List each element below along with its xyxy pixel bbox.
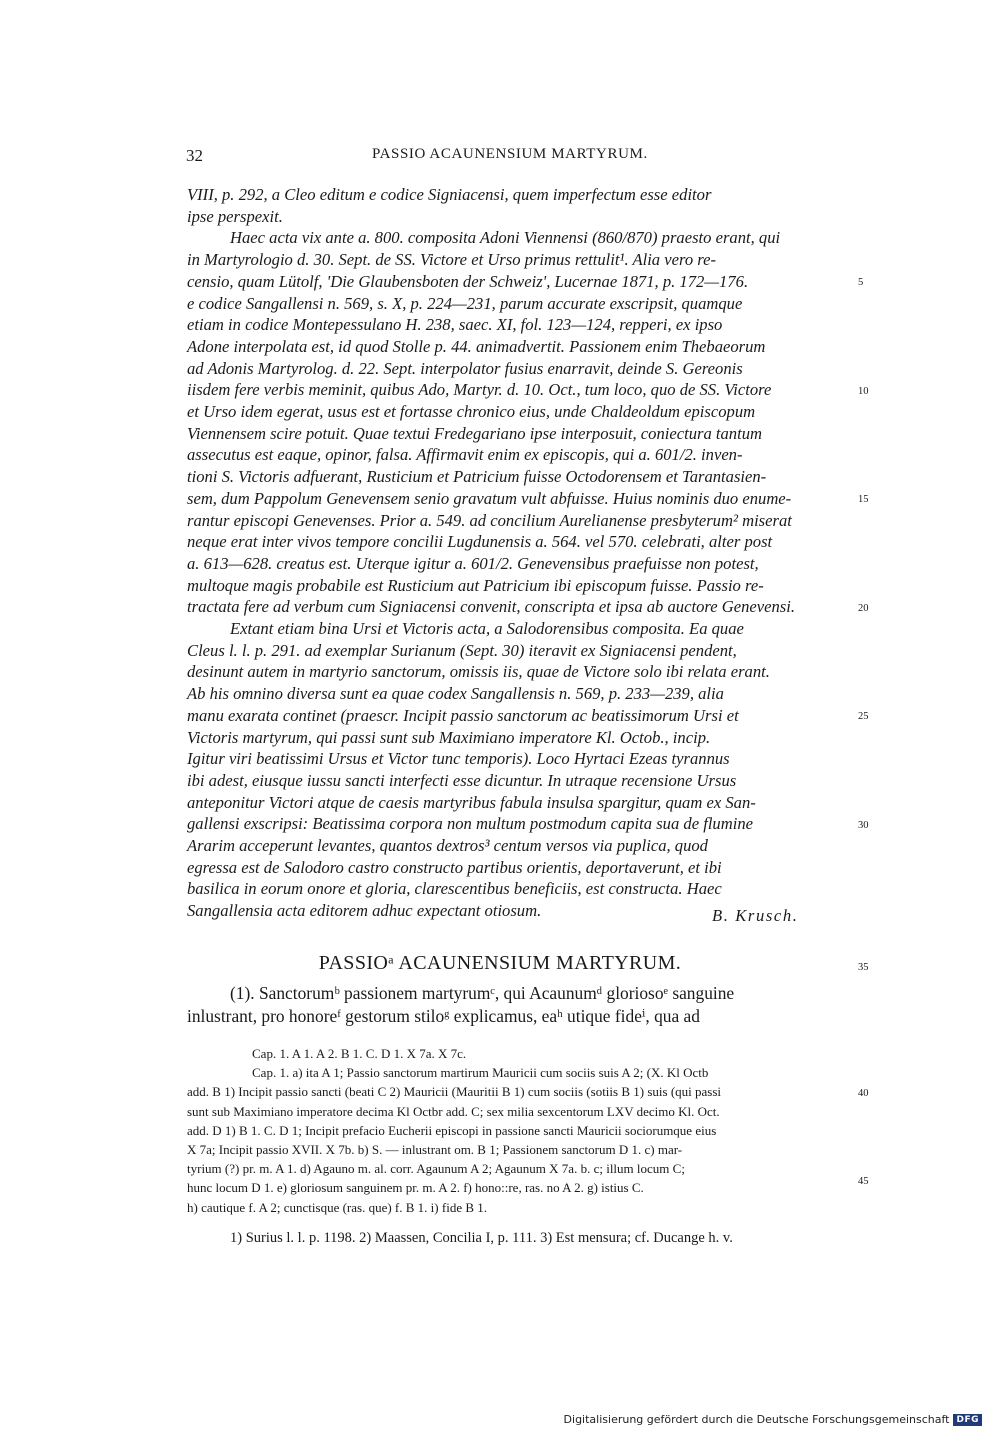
credit-text: Digitalisierung gefördert durch die Deutsche Forschungsgemeinschaft xyxy=(563,1413,950,1426)
text-line: censio, quam Lütolf, 'Die Glaubensboten der Schweiz', Lucernae 1871, p. 172—176. xyxy=(187,271,749,291)
text-line: rantur episcopi Genevenses. Prior a. 549. ad concilium Aurelianense presbyterum² miserat xyxy=(187,510,792,530)
line-number: 30 xyxy=(858,820,869,831)
text-line: desinunt autem in martyrio sanctorum, omissis iis, quae de Victore solo ibi relata erant. xyxy=(187,662,770,682)
text-line: ad Adonis Martyrolog. d. 22. Sept. interpolator fusius enarravit, deinde S. Gereonis xyxy=(187,358,743,378)
text-line: (1). Sanctorumᵇ passionem martyrumᶜ, qui Acaunumᵈ gloriosoᵉ sanguine xyxy=(230,983,735,1003)
apparatus-line: Cap. 1. A 1. A 2. B 1. C. D 1. X 7a. X 7c. xyxy=(252,1046,467,1061)
text-line: Adone interpolata est, id quod Stolle p. 44. animadvertit. Passionem enim Thebaeorum xyxy=(187,336,766,356)
line-number: 25 xyxy=(858,711,869,722)
footnotes: 1) Surius l. l. p. 1198. 2) Maassen, Concilia I, p. 111. 3) Est mensura; cf. Ducange h. v. xyxy=(230,1230,733,1246)
text-line: Cleus l. l. p. 291. ad exemplar Surianum (Sept. 30) iteravit ex Signiacensi pendent, xyxy=(187,640,737,660)
apparatus-line: X 7a; Incipit passio XVII. X 7b. b) S. — inlustrant om. B 1; Passionem sanctorum D 1. c) mar- xyxy=(187,1142,683,1157)
text-line: Ararim acceperunt levantes, quantos dextros³ centum versos via puplica, quod xyxy=(187,836,708,855)
line-number: 10 xyxy=(858,386,869,397)
text-line: inlustrant, pro honoreᶠ gestorum stiloᵍ explicamus, eaʰ utique fideⁱ, qua ad xyxy=(187,1006,700,1026)
text-line: Haec acta vix ante a. 800. composita Adoni Viennensi (860/870) praesto erant, qui xyxy=(230,228,781,248)
text-line: manu exarata continet (praescr. Incipit passio sanctorum ac beatissimorum Ursi et xyxy=(187,705,739,725)
text-line: iisdem fere verbis meminit, quibus Ado, Martyr. d. 10. Oct., tum loco, quo de SS. Victore xyxy=(187,380,772,400)
text-line: e codice Sangallensi n. 569, s. X, p. 224—231, parum accurate exscripsit, quamque xyxy=(187,293,743,313)
running-title: PASSIO ACAUNENSIUM MARTYRUM. xyxy=(372,146,648,162)
line-number: 20 xyxy=(858,603,869,614)
line-number: 5 xyxy=(858,277,864,288)
apparatus-line: Cap. 1. a) ita A 1; Passio sanctorum martirum Mauricii cum sociis suis A 2; (X. Kl Octb xyxy=(252,1065,709,1081)
line-number: 40 xyxy=(858,1088,869,1099)
apparatus-line: hunc locum D 1. e) gloriosum sanguinem pr. m. A 2. f) hono::re, ras. no A 2. g) istius C. xyxy=(187,1180,644,1196)
text-line: neque erat inter vivos tempore concilii Lugdunensis a. 564. vel 570. celebrati, alter post xyxy=(187,532,773,552)
text-line: anteponitur Victori atque de caesis martyribus fabula insulsa spargitur, quam ex San- xyxy=(187,792,756,812)
text-line: etiam in codice Montepessulano H. 238, saec. XI, fol. 123—124, repperi, ex ipso xyxy=(187,315,723,335)
text-line: Victoris martyrum, qui passi sunt sub Maximiano imperatore Kl. Octob., incip. xyxy=(187,727,711,747)
text-line: assecutus est eaque, opinor, falsa. Affirmavit enim ex episcopis, qui a. 601/2. inven- xyxy=(187,445,743,465)
funding-credit xyxy=(564,1413,982,1426)
section-title: PASSIOᵃ ACAUNENSIUM MARTYRUM. xyxy=(318,952,682,974)
page-number: 32 xyxy=(186,146,203,165)
text-line: Sangallensia acta editorem adhuc expectant otiosum. xyxy=(187,901,542,921)
apparatus-line: add. B 1) Incipit passio sancti (beati C 2) Mauricii (Mauritii B 1) cum sociis (sotiis B 1) suis (qui passi xyxy=(187,1084,722,1100)
text-line: Igitur viri beatissimi Ursus et Victor tunc temporis). Loco Hyrtaci Ezeas tyrannus xyxy=(187,749,730,769)
text-line: basilica in eorum onore et gloria, clarescentibus beneficiis, est constructa. Haec xyxy=(187,879,722,899)
line-number: 35 xyxy=(858,962,869,973)
apparatus-line: h) cautique f. A 2; cunctisque (ras. que) f. B 1. i) fide B 1. xyxy=(187,1199,488,1215)
dfg-logo-icon: DFG xyxy=(953,1414,982,1426)
text-line: in Martyrologio d. 30. Sept. de SS. Victore et Urso primus rettulit¹. Alia vero re- xyxy=(187,250,716,270)
text-line: gallensi exscripsi: Beatissima corpora non multum postmodum capita sua de flumine xyxy=(187,814,753,834)
text-line: ibi adest, eiusque iussu sancti interfecti esse dicuntur. In utraque recensione Ursus xyxy=(187,770,737,790)
apparatus-line: add. D 1) B 1. C. D 1; Incipit prefacio Eucherii episcopi in passione sancti Mauricii sociorumque eius xyxy=(187,1122,717,1138)
text-line: multoque magis probabile est Rusticium aut Patricium ibi episcopum fuisse. Passio re- xyxy=(187,575,764,595)
text-line: Extant etiam bina Ursi et Victoris acta, a Salodorensibus composita. Ea quae xyxy=(230,619,744,638)
text-line: a. 613—628. creatus est. Uterque igitur a. 601/2. Genevensibus praefuisse non potest, xyxy=(187,553,759,573)
line-number: 15 xyxy=(858,494,869,505)
signature: B. Krusch. xyxy=(712,906,799,925)
text-line: tractata fere ad verbum cum Signiacensi convenit, conscripta et ipsa ab auctore Genevensi. xyxy=(187,597,795,617)
line-number: 45 xyxy=(858,1176,869,1187)
text-line: sem, dum Pappolum Genevensem senio gravatum vult abfuisse. Huius nominis duo enume- xyxy=(187,488,792,508)
apparatus-line: sunt sub Maximiano imperatore decima Kl Octbr add. C; sex milia sexcentorum LXV decimo Kl. Oct. xyxy=(187,1103,720,1119)
text-line: ipse perspexit. xyxy=(187,206,283,226)
text-line: egressa est de Salodoro castro constructo partibus orientis, deportaverunt, et ibi xyxy=(187,857,722,877)
apparatus-line: tyrium (?) pr. m. A 1. d) Agauno m. al. corr. Agaunum A 2; Agaunum X 7a. b. c; illum locum C; xyxy=(187,1161,685,1177)
text-line: tioni S. Victoris adfuerant, Rusticium et Patricium fuisse Octodorensem et Tarantasien- xyxy=(187,467,767,487)
text-line: VIII, p. 292, a Cleo editum e codice Signiacensi, quem imperfectum esse editor xyxy=(187,185,712,204)
text-line: et Urso idem egerat, usus est et fortasse chronico eius, unde Chaldeoldum episcopum xyxy=(187,402,756,421)
text-line: Viennensem scire potuit. Quae textui Fredegariano ipse interposuit, coniectura tantum xyxy=(187,423,762,443)
text-line: Ab his omnino diversa sunt ea quae codex Sangallensis n. 569, p. 233—239, alia xyxy=(187,684,724,704)
